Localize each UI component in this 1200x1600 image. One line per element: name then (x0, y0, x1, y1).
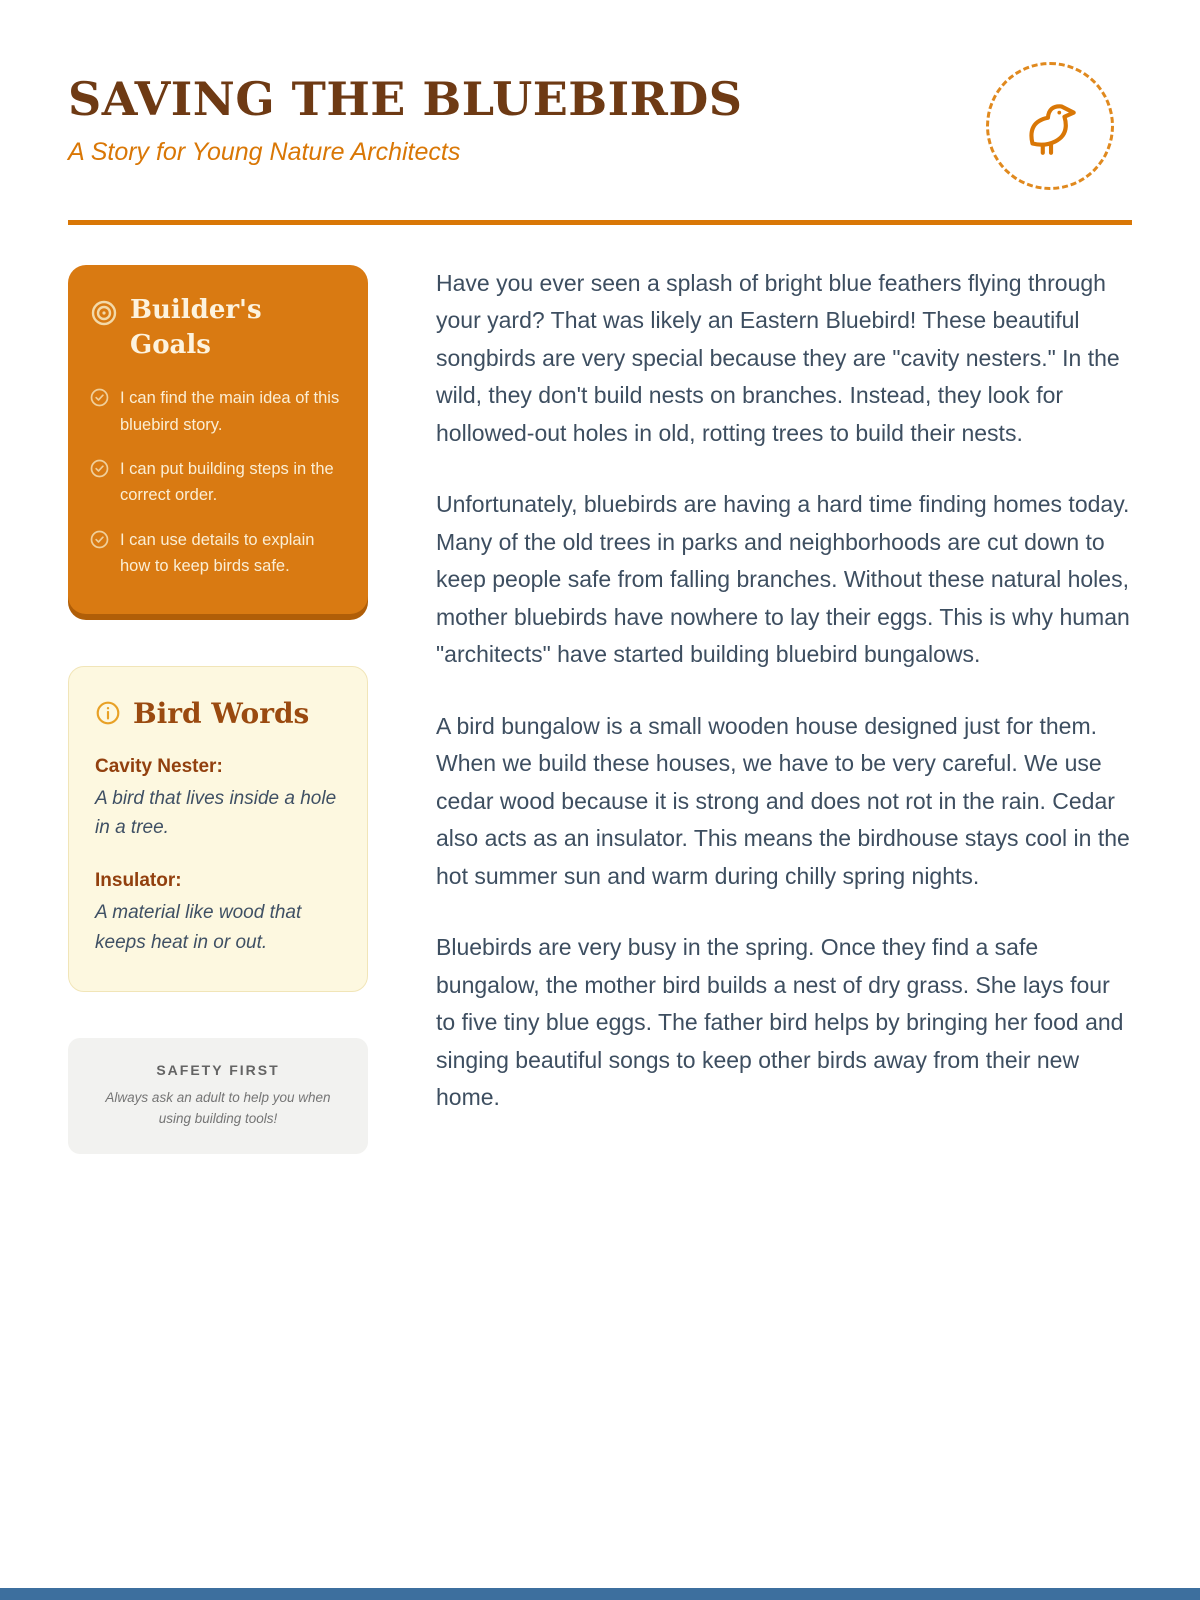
sidebar (68, 265, 368, 1154)
vocab-term-block (95, 756, 341, 843)
bird-logo-badge (986, 62, 1114, 190)
safety-card (68, 1038, 368, 1154)
vocab-definition: A material like wood that keeps heat in or out. (95, 902, 302, 953)
goals-title-label: Builder's Goals (130, 295, 262, 361)
bird-icon (1017, 93, 1083, 159)
article-paragraph: A bird bungalow is a small wooden house designed just for them. When we build these houses, we have to be very careful. We use cedar wood because it is strong and does not rot in the rain. Cedar also acts as an insulator. This means the birdhouse stays cool in the hot summer sun and warm during chilly spring nights. (436, 712, 1130, 889)
vocab-term-block (95, 870, 341, 957)
vocab-term: Insulator: (95, 870, 182, 892)
vocab-definition: A bird that lives inside a hole in a tree. (95, 787, 337, 838)
vocab-title-label: Bird Words (133, 696, 310, 730)
article-paragraph: Unfortunately, bluebirds are having a hard time finding homes today. Many of the old trees in parks and neighborhoods are cut down to keep people safe from falling branches. Without these natural holes, mother bluebirds have nowhere to lay their eggs. This is why human "architects" have started building bluebird bungalows. (436, 491, 1130, 668)
goal-item-label: I can put building steps in the correct order. (120, 459, 334, 505)
check-circle-icon (90, 459, 109, 478)
goal-item (90, 385, 346, 438)
goals-list (90, 385, 346, 579)
goal-item (90, 527, 346, 580)
info-icon (95, 700, 121, 726)
article-paragraph: Bluebirds are very busy in the spring. Once they find a safe bungalow, the mother bird builds a nest of dry grass. She lays four to five tiny blue eggs. The father bird helps by bringing her food and singing beautiful songs to keep other birds away from their new home. (436, 934, 1124, 1111)
article-body (436, 265, 1132, 1151)
safety-card-title: SAFETY FIRST (156, 1062, 280, 1079)
check-circle-icon (90, 388, 109, 407)
safety-card-text: Always ask an adult to help you when using building tools! (105, 1090, 331, 1127)
header-divider (68, 220, 1132, 225)
builders-goals-card (68, 265, 368, 614)
bird-words-card (68, 666, 368, 993)
bullseye-icon (90, 299, 118, 327)
content-area (68, 265, 1132, 1154)
goals-card-title (90, 293, 346, 363)
vocab-term: Cavity Nester: (95, 755, 223, 777)
article-paragraph: Have you ever seen a splash of bright blue feathers flying through your yard? That was likely an Eastern Bluebird! These beautiful songbirds are very special because they are "cavity nesters." In the wild, they don't build nests on branches. Instead, they look for hollowed-out holes in old, rotting trees to build their nests. (436, 270, 1120, 446)
footer-accent-bar (0, 1588, 1200, 1600)
page-header (68, 50, 1132, 190)
page-subtitle: A Story for Young Nature Architects (68, 138, 461, 166)
goal-item (90, 456, 346, 509)
vocab-card-title (95, 697, 341, 730)
check-circle-icon (90, 530, 109, 549)
header-text (68, 50, 743, 167)
page-title: SAVING THE BLUEBIRDS (68, 72, 743, 126)
goal-item-label: I can use details to explain how to keep birds safe. (120, 530, 315, 576)
goal-item-label: I can find the main idea of this bluebird story. (120, 389, 340, 434)
